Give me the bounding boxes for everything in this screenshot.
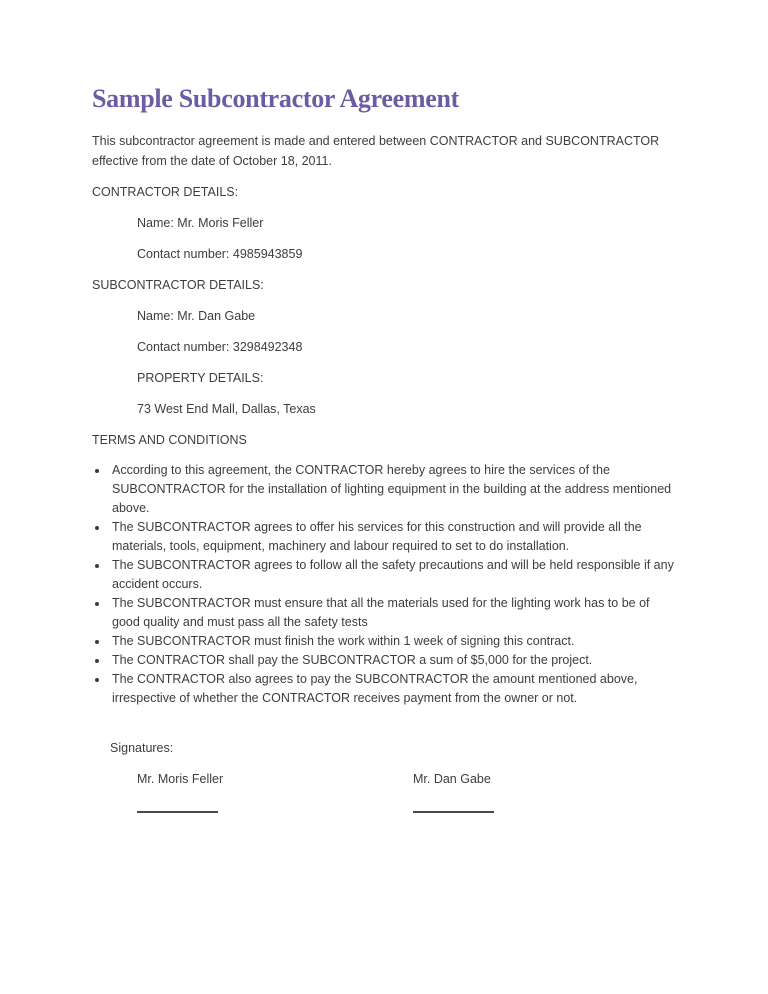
contractor-details-heading: CONTRACTOR DETAILS: [92,185,239,199]
contractor-signature-line [137,811,218,813]
signatures-section [92,738,676,813]
subcontractor-signature-name: Mr. Dan Gabe [413,772,491,786]
signatures-row [92,769,676,813]
property-address-line: 73 West End Mall, Dallas, Texas [137,402,316,416]
document-title: Sample Subcontractor Agreement [92,84,459,113]
subcontractor-name-line: Name: Mr. Dan Gabe [137,309,256,323]
term-item: • The CONTRACTOR also agrees to pay the SUBCONTRACTOR the amount mentioned above, irrespective of whether the CONTRACTOR receives payment from the owner or not. [109,670,676,708]
subcontractor-signature-block [413,769,494,813]
contractor-contact-line: Contact number: 4985943859 [137,247,303,261]
subcontractor-signature-line [413,811,494,813]
signatures-label: Signatures: [110,741,174,755]
term-item: • The SUBCONTRACTOR must finish the work within 1 week of signing this contract. [109,632,676,651]
term-item: • According to this agreement, the CONTRACTOR hereby agrees to hire the services of the SUBCONTRACTOR for the installation of lighting equipment in the building at the address mentioned above. [109,461,676,518]
contractor-signature-block [137,769,413,813]
term-item: • The SUBCONTRACTOR agrees to follow all the safety precautions and will be held responsible if any accident occurs. [109,556,676,594]
term-item: • The SUBCONTRACTOR must ensure that all the materials used for the lighting work has to be of good quality and must pass all the safety tests [109,594,676,632]
contractor-name-line: Name: Mr. Moris Feller [137,216,264,230]
terms-heading: TERMS AND CONDITIONS [92,433,247,447]
contractor-signature-name: Mr. Moris Feller [137,772,224,786]
intro-paragraph: This subcontractor agreement is made and entered between CONTRACTOR and SUBCONTRACTOR effective from the date of October 18, 2011. [92,134,660,168]
subcontractor-details-heading: SUBCONTRACTOR DETAILS: [92,278,264,292]
property-details-heading: PROPERTY DETAILS: [137,371,264,385]
subcontractor-contact-line: Contact number: 3298492348 [137,340,303,354]
term-item: • The SUBCONTRACTOR agrees to offer his services for this construction and will provide all the materials, tools, equipment, machinery and labour required to set to do installation. [109,518,676,556]
terms-list [92,461,676,708]
term-item: • The CONTRACTOR shall pay the SUBCONTRACTOR a sum of $5,000 for the project. [109,651,676,670]
